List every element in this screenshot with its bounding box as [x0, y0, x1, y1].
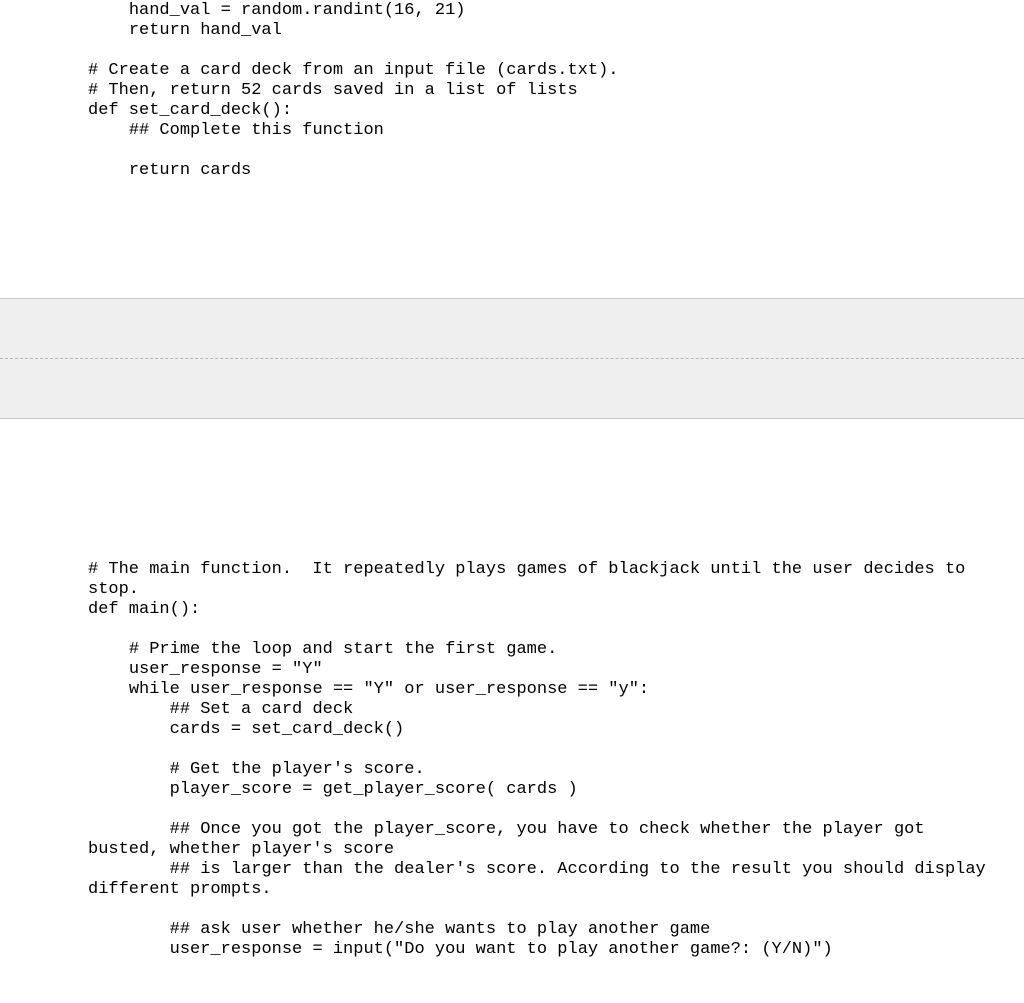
code-line: # The main function. It repeatedly plays games of blackjack until the user decides to stop.	[88, 560, 976, 599]
code-line	[88, 620, 988, 640]
code-line	[88, 141, 988, 161]
code-line: def set_card_deck():	[88, 101, 293, 120]
page-break-dashed-line	[0, 358, 1024, 359]
code-line: # Create a card deck from an input file (cards.txt).	[88, 61, 619, 80]
code-line: ## ask user whether he/she wants to play another game	[88, 920, 711, 939]
code-line: return hand_val	[88, 21, 282, 40]
code-line	[88, 900, 988, 920]
code-line: return cards	[88, 161, 252, 180]
code-line: player_score = get_player_score( cards )	[88, 780, 578, 799]
code-line: ## Complete this function	[88, 121, 384, 140]
code-block-top	[88, 1, 988, 181]
code-block-bottom	[88, 560, 996, 960]
code-line: user_response = "Y"	[88, 660, 323, 679]
code-line: ## is larger than the dealer's score. According to the result you should display different prompts.	[88, 860, 996, 899]
code-line: # Prime the loop and start the first game.	[88, 640, 558, 659]
code-line: # Get the player's score.	[88, 760, 425, 779]
code-line: while user_response == "Y" or user_response == "y":	[88, 680, 650, 699]
code-line: ## Once you got the player_score, you have to check whether the player got busted, whether player's score	[88, 820, 935, 859]
code-line: hand_val = random.randint(16, 21)	[88, 1, 466, 20]
code-line	[88, 740, 988, 760]
code-line: cards = set_card_deck()	[88, 720, 405, 739]
code-line: def main():	[88, 600, 201, 619]
code-line	[88, 800, 988, 820]
code-line: user_response = input("Do you want to play another game?: (Y/N)")	[88, 940, 833, 959]
page-break-separator	[0, 298, 1024, 419]
code-line: ## Set a card deck	[88, 700, 354, 719]
code-line	[88, 41, 988, 61]
code-line: # Then, return 52 cards saved in a list of lists	[88, 81, 578, 100]
